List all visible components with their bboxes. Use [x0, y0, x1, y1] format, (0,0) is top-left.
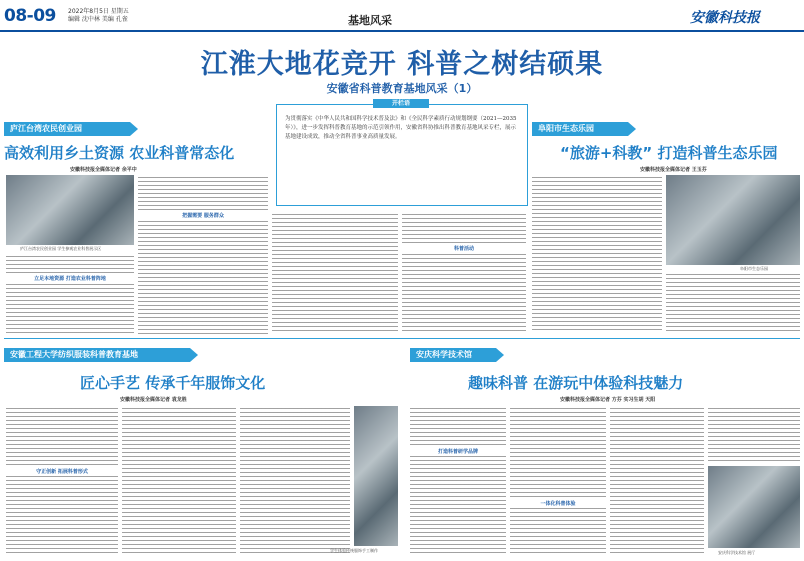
newspaper-logo: 安徽科技报 — [690, 10, 760, 26]
article-text-2a — [532, 175, 662, 333]
section-divider — [4, 338, 800, 339]
article-text-2b — [666, 272, 800, 334]
article-text-1d — [402, 212, 526, 334]
editor-note-tag: 开栏语 — [373, 99, 429, 108]
section-title-2: “旅游+科教” 打造科普生态乐园 — [560, 144, 778, 162]
section-title-3: 匠心手艺 传承千年服饰文化 — [80, 374, 266, 392]
article-text-3a — [6, 406, 118, 556]
region-ribbon-2: 阜阳市生态乐园 — [532, 122, 628, 136]
subhead-2: 把握需要 服务群众 — [138, 212, 268, 219]
page-number: 08-09 — [4, 6, 56, 26]
byline-2: 安徽科技报全媒体记者 王玉芬 — [640, 167, 707, 173]
article-text-4d — [708, 406, 800, 462]
section-title-1: 高效利用乡土资源 农业科普常态化 — [4, 144, 235, 162]
subhead-6: 一体化科普体验 — [510, 500, 606, 507]
section-name: 基地风采 — [348, 14, 392, 27]
photo-1 — [6, 175, 134, 245]
section-title-4: 趣味科普 在游玩中体验科技魅力 — [468, 374, 684, 392]
photo-3 — [354, 406, 398, 546]
region-ribbon-3: 安徽工程大学纺织服装科普教育基地 — [4, 348, 190, 362]
region-ribbon-1: 庐江台湾农民创业园 — [4, 122, 130, 136]
photo-4 — [708, 466, 800, 548]
photo-caption-1: 庐江台湾农民创业园 学生参观农业科普展示区 — [20, 246, 102, 251]
subhead-4: 守正创新 拓展科普形式 — [6, 468, 118, 475]
header-rule — [0, 30, 804, 32]
article-text-3c — [240, 406, 350, 556]
photo-caption-4: 安庆科学技术馆 展厅 — [718, 550, 756, 555]
article-text-4c — [610, 406, 704, 556]
byline-1: 安徽科技报全媒体记者 余平中 — [70, 167, 137, 173]
editor-note-box — [276, 100, 528, 206]
byline-4: 安徽科技报全媒体记者 方芬 实习生胡 天阳 — [560, 397, 656, 403]
subhead-3: 科普活动 — [402, 245, 526, 252]
issue-date: 2022年8月5日 星期五 编辑 沈中林 美编 孔雀 — [68, 8, 129, 23]
subhead-5: 打造科普研学品牌 — [410, 448, 506, 455]
article-text-4b — [510, 406, 606, 556]
sub-headline: 安徽省科普教育基地风采（1） — [326, 82, 478, 95]
byline-3: 安徽科技报全媒体记者 袁龙胜 — [120, 397, 187, 403]
main-headline: 江淮大地花竞开 科普之树结硕果 — [200, 49, 604, 80]
photo-2 — [666, 175, 800, 265]
editor-note-text: 为贯彻落实《中华人民共和国科学技术普及法》和《全民科学素质行动规划纲要（2021—2035年）》，进一步发挥科普教育基地的示范引领作用，安徽省科协推出科普教育基地风采专栏，展示基地建设成效，推动全省科普事业高质量发展。 — [285, 116, 517, 140]
article-text-4a — [410, 406, 506, 556]
region-ribbon-4: 安庆科学技术馆 — [410, 348, 496, 362]
photo-caption-2: 阜阳市生态乐园 — [740, 266, 768, 271]
article-text-1c — [272, 212, 398, 334]
article-text-1a — [6, 254, 134, 334]
photo-caption-3: 学生体验传统服饰手工制作 — [330, 548, 378, 553]
article-text-1b — [138, 175, 268, 335]
article-text-3b — [122, 406, 236, 556]
subhead-1: 立足本地资源 打造农业科普阵地 — [6, 275, 134, 282]
